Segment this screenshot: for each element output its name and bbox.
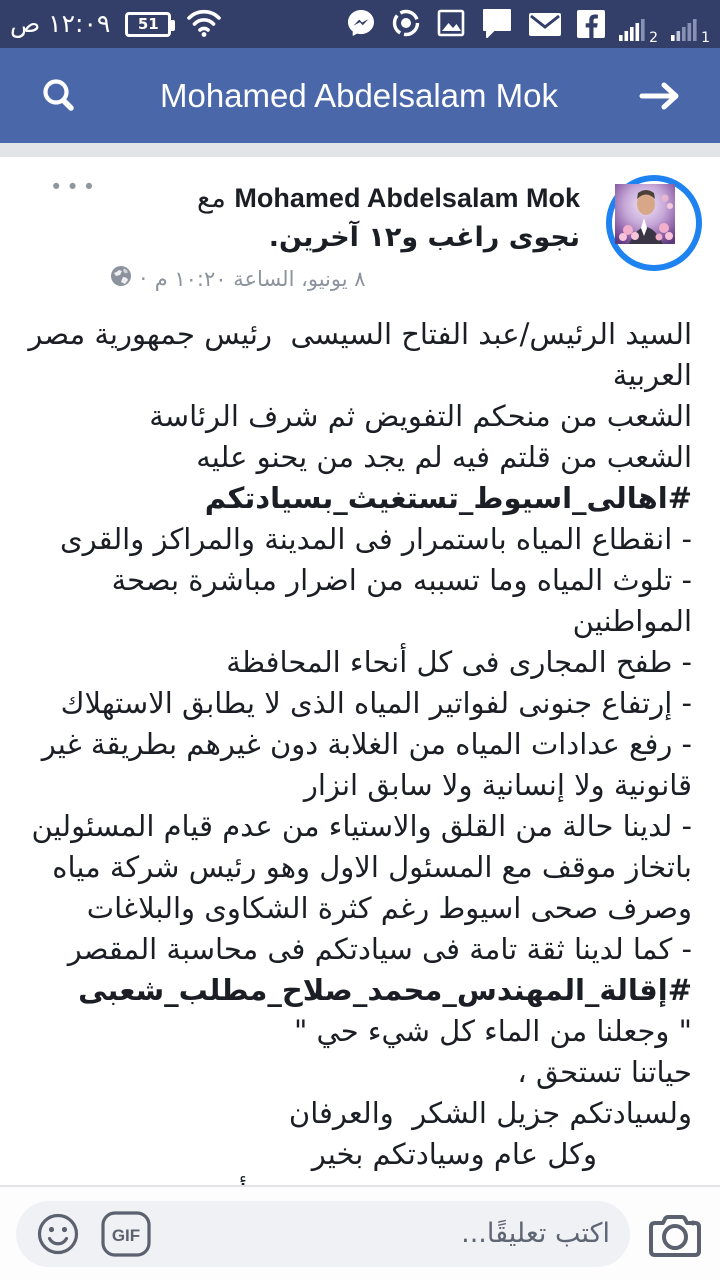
- timestamp-text: ٨ يونيو، الساعة ١٠:٢٠ م: [154, 266, 366, 291]
- sim1-number: 1: [701, 30, 710, 46]
- post-options-icon[interactable]: •••: [50, 175, 100, 199]
- messenger-icon: [345, 7, 377, 43]
- post-line: - انقطاع المياه باستمرار فى المدينة والمراكز والقرى: [59, 522, 692, 556]
- search-header: [0, 48, 720, 143]
- post-line: ولسيادتكم جزيل الشكر والعرفان: [288, 1096, 692, 1130]
- post-timestamp: [110, 265, 580, 292]
- with-connector: مع: [196, 183, 226, 214]
- post-line: - تلوث المياه وما تسببه من اضرار مباشرة بصحة المواطنين: [102, 563, 692, 638]
- tagged-friends[interactable]: نجوى راغب و١٢ آخرين.: [268, 222, 580, 253]
- post-line: وكل عام وسيادتكم بخير: [311, 1137, 597, 1171]
- gif-label: GIF: [111, 1225, 141, 1245]
- camera-icon[interactable]: [646, 1208, 704, 1260]
- chrome-icon: [390, 7, 422, 43]
- post-line: وصرف صحى اسيوط رغم كثرة الشكاوى والبلاغات: [86, 891, 692, 925]
- post-line: - إرتفاع جنونى لفواتير المياه الذى لا يطابق الاستهلاك: [60, 686, 692, 720]
- gif-icon[interactable]: [100, 1210, 152, 1258]
- post-body: [0, 292, 720, 1216]
- post-line: - لدينا حالة من القلق والاستياء من عدم قيام المسئولين: [31, 809, 692, 843]
- emoji-icon[interactable]: [36, 1212, 80, 1256]
- signal-sim2-icon: [619, 15, 659, 46]
- post-line: باتخاز موقف مع المسئول الاول وهو رئيس شركة مياه: [52, 850, 692, 884]
- post-line: قانونية ولا إنسانية ولا سابق انزار: [303, 768, 692, 802]
- page-background-gap: [0, 143, 720, 157]
- search-icon[interactable]: [38, 75, 80, 117]
- wifi-icon: [186, 7, 222, 41]
- clock: ١٢:٠٩ ص: [10, 9, 111, 38]
- post-header: [0, 157, 720, 292]
- sms-icon: [480, 5, 514, 43]
- post-line: الشعب من قلتم فيه لم يجد من يحنو عليه: [196, 440, 692, 474]
- battery-percent: 51: [137, 14, 159, 33]
- status-left-group: [10, 0, 222, 48]
- post-line: العربية: [612, 358, 692, 392]
- submit-arrow-icon[interactable]: [638, 79, 682, 113]
- avatar[interactable]: [606, 175, 702, 271]
- author-line[interactable]: [110, 179, 580, 218]
- post-line: #إقالة_المهندس_محمد_صلاح_مطلب_شعبى: [78, 973, 692, 1007]
- author-name[interactable]: Mohamed Abdelsalam Mok: [234, 183, 580, 213]
- post-line: " وجعلنا من الماء كل شيء حي ": [293, 1014, 692, 1048]
- post-line: الشعب من منحكم التفويض ثم شرف الرئاسة: [149, 399, 692, 433]
- notification-icons: [345, 5, 710, 46]
- post-line: حياتنا تستحق ،: [517, 1055, 692, 1089]
- status-bar: [0, 0, 720, 48]
- post-line: - رفع عدادات المياه من الغلابة دون غيرهم بطريقة غير: [41, 727, 692, 761]
- signal-sim1-icon: [671, 15, 710, 46]
- battery-nub: [170, 20, 175, 31]
- comment-bar: [0, 1185, 720, 1280]
- post-line: - طفح المجارى فى كل أنحاء المحافظة: [226, 645, 692, 679]
- search-query-text[interactable]: Mohamed Abdelsalam Mok: [159, 76, 559, 114]
- email-icon: [527, 9, 563, 43]
- post-line: - كما لدينا ثقة تامة فى سيادتكم فى محاسبة المقصر: [67, 932, 692, 966]
- post-author-block: [110, 177, 580, 292]
- battery-icon: [125, 12, 171, 37]
- comment-placeholder[interactable]: اكتب تعليقًا...: [461, 1218, 610, 1249]
- comment-input[interactable]: [16, 1201, 630, 1267]
- post-line: #اهالى_اسيوط_تستغيث_بسيادتكم: [204, 481, 692, 515]
- globe-privacy-icon: [110, 265, 132, 292]
- timestamp-separator: ·: [140, 266, 147, 291]
- post-card: [0, 157, 720, 1185]
- post-line: السيد الرئيس/عبد الفتاح السيسى رئيس جمهورية مصر: [28, 317, 692, 351]
- facebook-icon: [576, 9, 606, 43]
- sim2-number: 2: [649, 30, 659, 46]
- gallery-icon: [435, 7, 467, 43]
